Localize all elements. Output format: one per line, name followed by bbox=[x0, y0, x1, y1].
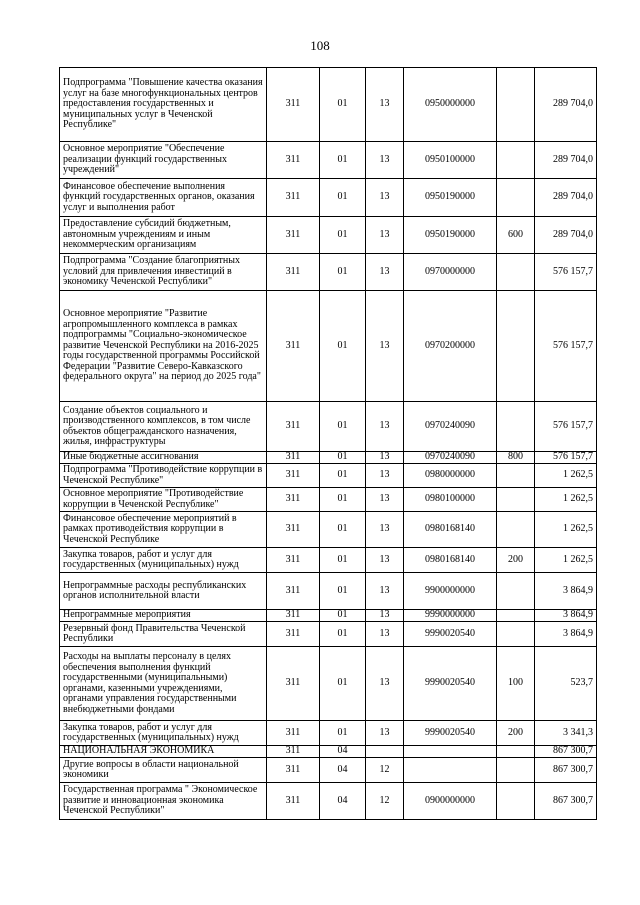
cell-csr: 0980100000 bbox=[404, 488, 497, 512]
cell-ved: 311 bbox=[267, 452, 320, 464]
table-row bbox=[60, 512, 597, 548]
cell-pr: 13 bbox=[366, 610, 404, 622]
cell-vr: 800 bbox=[497, 452, 535, 464]
cell-sum: 576 157,7 bbox=[535, 452, 597, 464]
cell-sum: 1 262,5 bbox=[535, 548, 597, 573]
row-name: Финансовое обеспечение выполнения функций государственных органов, оказания услуг и выполнения работ bbox=[60, 179, 267, 217]
cell-csr: 0970200000 bbox=[404, 291, 497, 402]
cell-csr: 9990020540 bbox=[404, 647, 497, 721]
cell-ved: 311 bbox=[267, 68, 320, 142]
cell-vr bbox=[497, 746, 535, 758]
cell-ved: 311 bbox=[267, 783, 320, 820]
cell-pr: 13 bbox=[366, 548, 404, 573]
cell-rz: 04 bbox=[320, 746, 366, 758]
cell-vr bbox=[497, 488, 535, 512]
cell-vr bbox=[497, 464, 535, 488]
cell-vr bbox=[497, 758, 535, 783]
cell-rz: 01 bbox=[320, 142, 366, 179]
cell-ved: 311 bbox=[267, 610, 320, 622]
cell-rz: 01 bbox=[320, 464, 366, 488]
row-name: Подпрограмма "Повышение качества оказания услуг на базе многофункциональных центров предоставления государственных и муниципальных услуг в Чеченской Республике" bbox=[60, 68, 267, 142]
row-name: Закупка товаров, работ и услуг для государственных (муниципальных) нужд bbox=[60, 548, 267, 573]
table-row bbox=[60, 402, 597, 452]
cell-sum: 289 704,0 bbox=[535, 179, 597, 217]
cell-rz: 01 bbox=[320, 217, 366, 254]
cell-csr: 0950190000 bbox=[404, 217, 497, 254]
cell-pr: 13 bbox=[366, 488, 404, 512]
table-row bbox=[60, 217, 597, 254]
cell-rz: 01 bbox=[320, 647, 366, 721]
table-row bbox=[60, 548, 597, 573]
cell-vr bbox=[497, 512, 535, 548]
row-name: Финансовое обеспечение мероприятий в рамках противодействия коррупции в Чеченской Республике bbox=[60, 512, 267, 548]
row-name: Создание объектов социального и производственного комплексов, в том числе объектов общегражданского назначения, жилья, инфраструктуры bbox=[60, 402, 267, 452]
cell-ved: 311 bbox=[267, 142, 320, 179]
cell-pr: 13 bbox=[366, 142, 404, 179]
table-row bbox=[60, 68, 597, 142]
cell-rz: 01 bbox=[320, 610, 366, 622]
table-row bbox=[60, 291, 597, 402]
cell-csr bbox=[404, 758, 497, 783]
cell-pr bbox=[366, 746, 404, 758]
cell-ved: 311 bbox=[267, 548, 320, 573]
row-name: Подпрограмма "Противодействие коррупции в Чеченской Республике" bbox=[60, 464, 267, 488]
cell-rz: 01 bbox=[320, 452, 366, 464]
cell-sum: 289 704,0 bbox=[535, 217, 597, 254]
cell-vr bbox=[497, 142, 535, 179]
cell-rz: 01 bbox=[320, 68, 366, 142]
cell-csr: 0970000000 bbox=[404, 254, 497, 291]
cell-sum: 1 262,5 bbox=[535, 488, 597, 512]
cell-sum: 867 300,7 bbox=[535, 758, 597, 783]
cell-vr bbox=[497, 402, 535, 452]
cell-sum: 1 262,5 bbox=[535, 512, 597, 548]
row-name: Закупка товаров, работ и услуг для государственных (муниципальных) нужд bbox=[60, 721, 267, 746]
cell-sum: 1 262,5 bbox=[535, 464, 597, 488]
cell-ved: 311 bbox=[267, 512, 320, 548]
table-row bbox=[60, 452, 597, 464]
cell-vr: 200 bbox=[497, 721, 535, 746]
cell-sum: 576 157,7 bbox=[535, 402, 597, 452]
cell-pr: 13 bbox=[366, 512, 404, 548]
cell-ved: 311 bbox=[267, 721, 320, 746]
cell-rz: 01 bbox=[320, 488, 366, 512]
table-row bbox=[60, 758, 597, 783]
table-row bbox=[60, 464, 597, 488]
cell-vr bbox=[497, 622, 535, 647]
cell-vr bbox=[497, 291, 535, 402]
cell-pr: 13 bbox=[366, 291, 404, 402]
cell-sum: 867 300,7 bbox=[535, 746, 597, 758]
cell-csr: 0970240090 bbox=[404, 452, 497, 464]
cell-ved: 311 bbox=[267, 464, 320, 488]
cell-ved: 311 bbox=[267, 254, 320, 291]
cell-pr: 13 bbox=[366, 721, 404, 746]
table-row bbox=[60, 254, 597, 291]
cell-csr bbox=[404, 746, 497, 758]
cell-pr: 13 bbox=[366, 622, 404, 647]
cell-rz: 01 bbox=[320, 573, 366, 610]
table-row bbox=[60, 179, 597, 217]
cell-vr bbox=[497, 68, 535, 142]
row-name: Основное мероприятие "Обеспечение реализации функций государственных учреждений" bbox=[60, 142, 267, 179]
cell-csr: 9990020540 bbox=[404, 721, 497, 746]
cell-ved: 311 bbox=[267, 573, 320, 610]
cell-sum: 3 864,9 bbox=[535, 610, 597, 622]
cell-ved: 311 bbox=[267, 758, 320, 783]
cell-csr: 0900000000 bbox=[404, 783, 497, 820]
budget-table-body bbox=[60, 68, 597, 820]
row-name: Другие вопросы в области национальной экономики bbox=[60, 758, 267, 783]
cell-vr bbox=[497, 254, 535, 291]
cell-rz: 04 bbox=[320, 758, 366, 783]
cell-csr: 9990000000 bbox=[404, 610, 497, 622]
cell-pr: 13 bbox=[366, 179, 404, 217]
cell-rz: 04 bbox=[320, 783, 366, 820]
cell-sum: 576 157,7 bbox=[535, 291, 597, 402]
cell-csr: 9990020540 bbox=[404, 622, 497, 647]
cell-ved: 311 bbox=[267, 217, 320, 254]
table-row bbox=[60, 573, 597, 610]
table-row bbox=[60, 610, 597, 622]
row-name: Расходы на выплаты персоналу в целях обеспечения выполнения функций государственными (муниципальными) органами, казенными учреждениями, органами управления государственными внебюджетными фондами bbox=[60, 647, 267, 721]
row-name: Предоставление субсидий бюджетным, автономным учреждениям и иным некоммерческим организациям bbox=[60, 217, 267, 254]
cell-rz: 01 bbox=[320, 291, 366, 402]
cell-ved: 311 bbox=[267, 647, 320, 721]
cell-sum: 3 341,3 bbox=[535, 721, 597, 746]
budget-table bbox=[59, 67, 597, 820]
row-name: Иные бюджетные ассигнования bbox=[60, 452, 267, 464]
cell-pr: 12 bbox=[366, 758, 404, 783]
table-row bbox=[60, 488, 597, 512]
table-row bbox=[60, 142, 597, 179]
row-name: Основное мероприятие "Развитие агропромышленного комплекса в рамках подпрограммы "Социально-экономическое развитие Чеченской Республики на 2016-2025 годы государственной программы Российской Федерации "Развитие Северо-Кавказского федерального округа" на период до 2025 года" bbox=[60, 291, 267, 402]
cell-pr: 13 bbox=[366, 452, 404, 464]
cell-sum: 576 157,7 bbox=[535, 254, 597, 291]
cell-rz: 01 bbox=[320, 548, 366, 573]
cell-vr bbox=[497, 573, 535, 610]
cell-rz: 01 bbox=[320, 402, 366, 452]
cell-vr: 600 bbox=[497, 217, 535, 254]
cell-csr: 0980168140 bbox=[404, 512, 497, 548]
row-name: Непрограммные мероприятия bbox=[60, 610, 267, 622]
cell-rz: 01 bbox=[320, 512, 366, 548]
row-name: НАЦИОНАЛЬНАЯ ЭКОНОМИКА bbox=[60, 746, 267, 758]
table-row bbox=[60, 783, 597, 820]
cell-ved: 311 bbox=[267, 402, 320, 452]
cell-ved: 311 bbox=[267, 488, 320, 512]
cell-sum: 289 704,0 bbox=[535, 68, 597, 142]
cell-vr bbox=[497, 783, 535, 820]
cell-sum: 3 864,9 bbox=[535, 573, 597, 610]
row-name: Непрограммные расходы республиканских органов исполнительной власти bbox=[60, 573, 267, 610]
cell-sum: 3 864,9 bbox=[535, 622, 597, 647]
row-name: Основное мероприятие "Противодействие коррупции в Чеченской Республике" bbox=[60, 488, 267, 512]
cell-pr: 12 bbox=[366, 783, 404, 820]
cell-ved: 311 bbox=[267, 291, 320, 402]
cell-vr: 100 bbox=[497, 647, 535, 721]
cell-csr: 0970240090 bbox=[404, 402, 497, 452]
cell-sum: 867 300,7 bbox=[535, 783, 597, 820]
cell-sum: 523,7 bbox=[535, 647, 597, 721]
cell-rz: 01 bbox=[320, 254, 366, 291]
cell-csr: 0980000000 bbox=[404, 464, 497, 488]
cell-rz: 01 bbox=[320, 622, 366, 647]
page-number: 108 bbox=[310, 38, 330, 53]
cell-sum: 289 704,0 bbox=[535, 142, 597, 179]
cell-csr: 0950000000 bbox=[404, 68, 497, 142]
cell-vr: 200 bbox=[497, 548, 535, 573]
cell-csr: 0980168140 bbox=[404, 548, 497, 573]
table-row bbox=[60, 746, 597, 758]
cell-pr: 13 bbox=[366, 464, 404, 488]
row-name: Подпрограмма "Создание благоприятных условий для привлечения инвестиций в экономику Чеченской Республики" bbox=[60, 254, 267, 291]
cell-pr: 13 bbox=[366, 254, 404, 291]
cell-ved: 311 bbox=[267, 179, 320, 217]
cell-pr: 13 bbox=[366, 573, 404, 610]
cell-pr: 13 bbox=[366, 647, 404, 721]
cell-csr: 0950190000 bbox=[404, 179, 497, 217]
cell-vr bbox=[497, 610, 535, 622]
cell-vr bbox=[497, 179, 535, 217]
cell-ved: 311 bbox=[267, 622, 320, 647]
cell-rz: 01 bbox=[320, 721, 366, 746]
table-row bbox=[60, 622, 597, 647]
row-name: Государственная программа " Экономическое развитие и инновационная экономика Чеченской Республики" bbox=[60, 783, 267, 820]
cell-csr: 0950100000 bbox=[404, 142, 497, 179]
cell-ved: 311 bbox=[267, 746, 320, 758]
cell-pr: 13 bbox=[366, 402, 404, 452]
table-row bbox=[60, 647, 597, 721]
cell-pr: 13 bbox=[366, 217, 404, 254]
cell-rz: 01 bbox=[320, 179, 366, 217]
cell-csr: 9900000000 bbox=[404, 573, 497, 610]
row-name: Резервный фонд Правительства Чеченской Республики bbox=[60, 622, 267, 647]
table-row bbox=[60, 721, 597, 746]
cell-pr: 13 bbox=[366, 68, 404, 142]
